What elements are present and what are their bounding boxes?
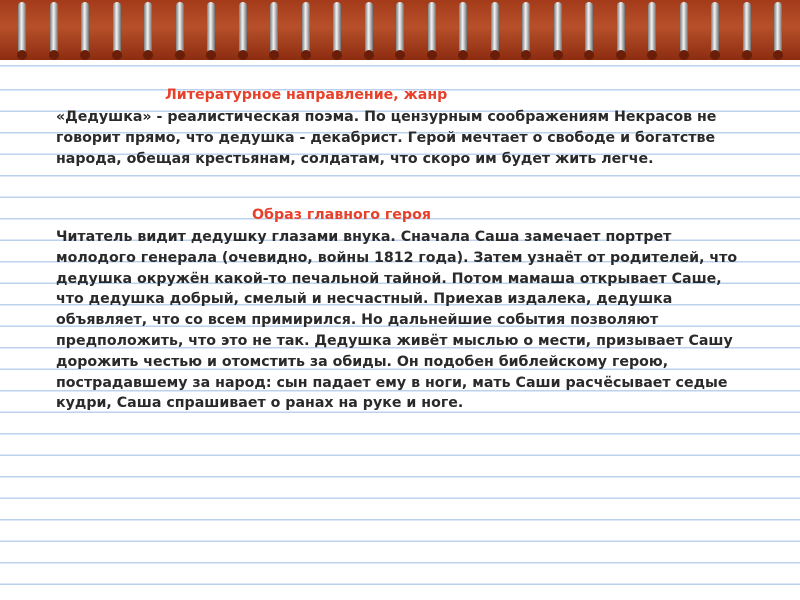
binding-ring bbox=[239, 2, 247, 54]
binding-ring bbox=[81, 2, 89, 54]
binding-ring bbox=[207, 2, 215, 54]
paragraph-line: объявляет, что со всем примирился. Но дальнейшие события позволяют bbox=[56, 312, 659, 329]
paragraph-line: кудри, Саша спрашивает о ранах на руке и ноге. bbox=[56, 395, 464, 412]
binding-ring bbox=[711, 2, 719, 54]
binding-ring bbox=[428, 2, 436, 54]
section-title-hero: Образ главного героя bbox=[252, 207, 431, 223]
binding-ring bbox=[617, 2, 625, 54]
paragraph-line: что дедушка добрый, смелый и несчастный. Приехав издалека, дедушка bbox=[56, 291, 673, 308]
paragraph-line: молодого генерала (очевидно, войны 1812 года). Затем узнаёт от родителей, что bbox=[56, 249, 738, 266]
binding-ring bbox=[113, 2, 121, 54]
binding-ring bbox=[491, 2, 499, 54]
binding-ring bbox=[459, 2, 467, 54]
paragraph-line: Читатель видит дедушку глазами внука. Сначала Саша замечает портрет bbox=[56, 229, 672, 245]
paragraph-line: предположить, что это не так. Дедушка живёт мыслью о мести, призывает Сашу bbox=[56, 332, 733, 349]
binding-ring bbox=[365, 2, 373, 54]
binding-ring bbox=[176, 2, 184, 54]
binding-ring bbox=[554, 2, 562, 54]
binding-ring bbox=[302, 2, 310, 54]
binding-ring bbox=[743, 2, 751, 54]
binding-ring bbox=[774, 2, 782, 54]
paragraph-line: говорит прямо, что дедушка - декабрист. Герой мечтает о свободе и богатстве bbox=[56, 129, 716, 146]
binding-ring bbox=[18, 2, 26, 54]
binding-ring bbox=[680, 2, 688, 54]
binding-ring bbox=[522, 2, 530, 54]
binding-ring bbox=[270, 2, 278, 54]
paragraph-line: пострадавшему за народ: сын падает ему в ноги, мать Саши расчёсывает седые bbox=[56, 374, 728, 391]
binding-ring bbox=[648, 2, 656, 54]
binding-ring bbox=[144, 2, 152, 54]
paragraph-line: дорожить честью и отомстить за обиды. Он подобен библейскому герою, bbox=[56, 353, 669, 370]
spiral-binding bbox=[0, 0, 800, 62]
section-title-genre: Литературное направление, жанр bbox=[165, 87, 448, 103]
binding-ring bbox=[396, 2, 404, 54]
hero-paragraph bbox=[56, 227, 776, 414]
binding-ring bbox=[333, 2, 341, 54]
binding-ring bbox=[585, 2, 593, 54]
paragraph-line: «Дедушка» - реалистическая поэма. По цензурным соображениям Некрасов не bbox=[56, 109, 717, 125]
paragraph-line: народа, обещая крестьянам, солдатам, что скоро им будет жить легче. bbox=[56, 150, 654, 167]
genre-paragraph bbox=[56, 107, 776, 169]
binding-ring bbox=[50, 2, 58, 54]
paragraph-line: дедушка окружён какой-то печальной тайной. Потом мамаша открывает Саше, bbox=[56, 270, 722, 287]
